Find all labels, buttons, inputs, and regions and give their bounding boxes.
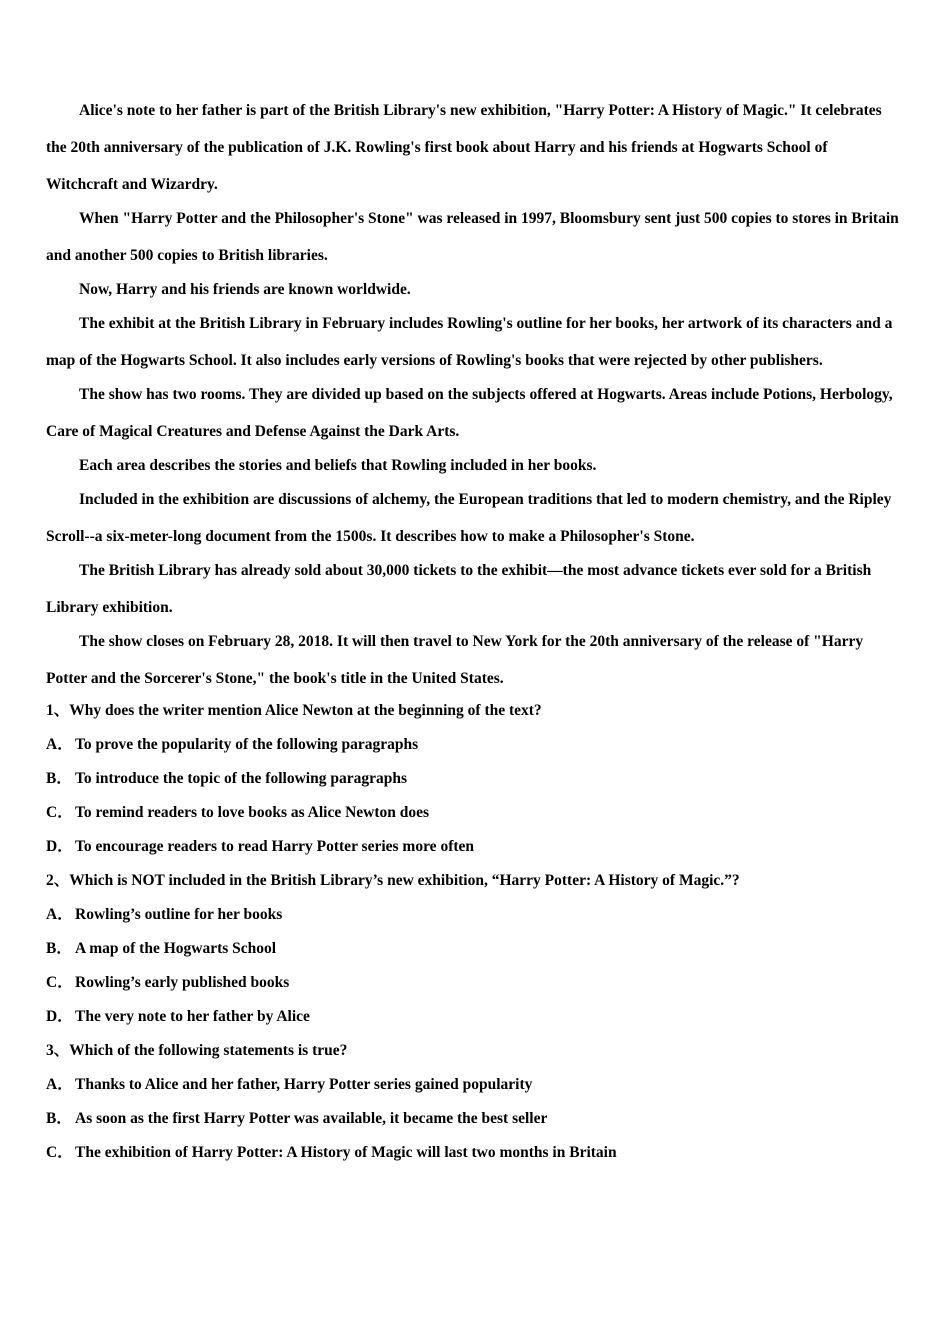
passage-paragraph-9: The show closes on February 28, 2018. It will then travel to New York for the 20th anniversary of the release of "Harry Potter and the Sorcerer's Stone," the book's title in the United States. <box>46 633 864 687</box>
document-page <box>46 92 902 1170</box>
question-stem <box>46 694 902 728</box>
question-2 <box>46 864 902 1034</box>
passage-paragraph-5: The show has two rooms. They are divided up based on the subjects offered at Hogwarts. Areas include Potions, Herbology, Care of Magical Creatures and Defense Against the Dark Arts. <box>46 386 893 440</box>
option-letter: B． <box>46 940 72 957</box>
option-text: Thanks to Alice and her father, Harry Potter series gained popularity <box>75 1076 533 1093</box>
answer-option <box>46 796 902 830</box>
answer-option <box>46 728 902 762</box>
passage-paragraph-8: The British Library has already sold about 30,000 tickets to the exhibit—the most advance tickets ever sold for a British Library exhibition. <box>46 562 872 616</box>
reading-passage <box>46 92 902 697</box>
question-text: Which of the following statements is true? <box>69 1042 348 1059</box>
question-text: Which is NOT included in the British Library’s new exhibition, “Harry Potter: A History of Magic.”? <box>69 872 740 889</box>
answer-option <box>46 898 902 932</box>
option-letter: A． <box>46 736 73 753</box>
option-text: The very note to her father by Alice <box>75 1008 310 1025</box>
answer-option <box>46 1136 902 1170</box>
option-text: A map of the Hogwarts School <box>75 940 277 957</box>
question-number: 1、 <box>46 702 70 719</box>
answer-option <box>46 1000 902 1034</box>
answer-option <box>46 830 902 864</box>
option-text: To prove the popularity of the following paragraphs <box>75 736 419 753</box>
option-text: Rowling’s early published books <box>75 974 290 991</box>
question-number: 3、 <box>46 1042 70 1059</box>
answer-option <box>46 966 902 1000</box>
option-text: To remind readers to love books as Alice Newton does <box>75 804 430 821</box>
option-letter: C． <box>46 1144 73 1161</box>
option-letter: B． <box>46 1110 72 1127</box>
passage-paragraph-3: Now, Harry and his friends are known worldwide. <box>79 281 411 298</box>
option-text: The exhibition of Harry Potter: A History of Magic will last two months in Britain <box>75 1144 617 1161</box>
question-1 <box>46 694 902 864</box>
question-stem <box>46 1034 902 1068</box>
passage-paragraph-6: Each area describes the stories and beliefs that Rowling included in her books. <box>79 457 597 474</box>
answer-option <box>46 1068 902 1102</box>
option-letter: D． <box>46 838 73 855</box>
answer-option <box>46 762 902 796</box>
option-text: To introduce the topic of the following paragraphs <box>75 770 407 787</box>
option-text: Rowling’s outline for her books <box>75 906 283 923</box>
option-letter: C． <box>46 804 73 821</box>
option-letter: A． <box>46 1076 73 1093</box>
passage-paragraph-4: The exhibit at the British Library in February includes Rowling's outline for her books, her artwork of its characters and a map of the Hogwarts School. It also includes early versions of Rowling's books that were rejected by other publishers. <box>46 315 893 369</box>
passage-paragraph-1: Alice's note to her father is part of the British Library's new exhibition, "Harry Potter: A History of Magic." It celebrates the 20th anniversary of the publication of J.K. Rowling's first book about Harry and his friends at Hogwarts School of Witchcraft and Wizardry. <box>46 102 882 193</box>
question-stem <box>46 864 902 898</box>
question-text: Why does the writer mention Alice Newton at the beginning of the text? <box>69 702 542 719</box>
option-letter: D． <box>46 1008 73 1025</box>
option-text: As soon as the first Harry Potter was available, it became the best seller <box>75 1110 548 1127</box>
option-letter: B． <box>46 770 72 787</box>
option-text: To encourage readers to read Harry Potter series more often <box>75 838 475 855</box>
passage-paragraph-7: Included in the exhibition are discussions of alchemy, the European traditions that led to modern chemistry, and the Ripley Scroll--a six-meter-long document from the 1500s. It describes how to make a Philosopher's Stone. <box>46 491 892 545</box>
question-3 <box>46 1034 902 1170</box>
answer-option <box>46 1102 902 1136</box>
answer-option <box>46 932 902 966</box>
passage-paragraph-2: When "Harry Potter and the Philosopher's Stone" was released in 1997, Bloomsbury sent just 500 copies to stores in Britain and another 500 copies to British libraries. <box>46 210 899 264</box>
question-number: 2、 <box>46 872 70 889</box>
option-letter: A． <box>46 906 73 923</box>
option-letter: C． <box>46 974 73 991</box>
